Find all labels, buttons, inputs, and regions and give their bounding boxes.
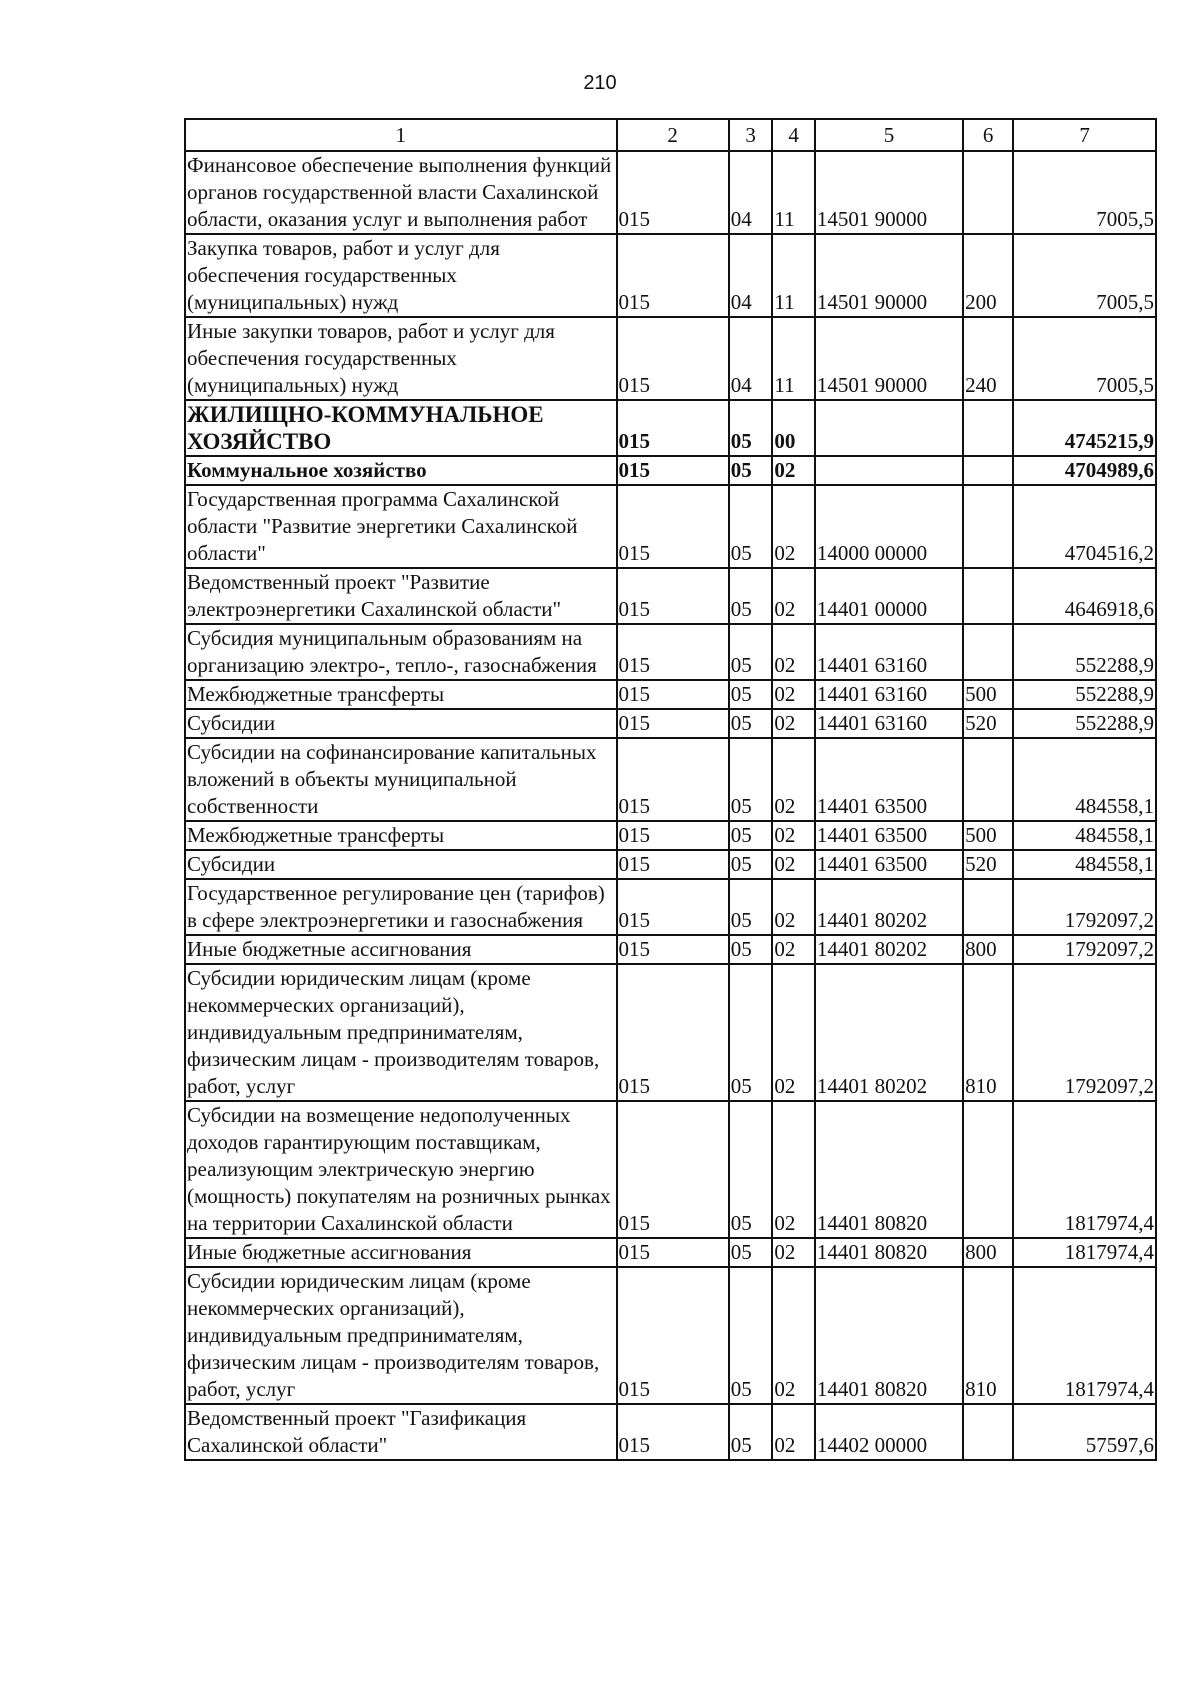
admin-code-cell: 015 (617, 1238, 729, 1267)
amount-cell: 1792097,2 (1013, 879, 1156, 935)
row-name-cell: Межбюджетные трансферты (185, 821, 617, 850)
subsection-code-cell: 02 (772, 485, 815, 568)
subsection-code-cell: 02 (772, 738, 815, 821)
subsection-code-cell: 02 (772, 964, 815, 1101)
header-row (185, 119, 1156, 151)
expense-type-code-cell: 810 (963, 964, 1013, 1101)
subsection-code-cell: 02 (772, 624, 815, 680)
section-code-cell: 05 (729, 456, 773, 485)
section-code-cell: 05 (729, 1404, 773, 1460)
admin-code-cell: 015 (617, 456, 729, 485)
row-name-cell: Ведомственный проект "Развитие электроэнергетики Сахалинской области" (185, 568, 617, 624)
section-code-cell: 05 (729, 624, 773, 680)
target-article-code-cell: 14401 63160 (815, 680, 963, 709)
row-name-cell: Субсидия муниципальным образованиям на организацию электро-, тепло-, газоснабжения (185, 624, 617, 680)
admin-code-cell: 015 (617, 485, 729, 568)
expense-type-code-cell: 810 (963, 1267, 1013, 1404)
table-row (185, 1238, 1156, 1267)
target-article-code-cell: 14501 90000 (815, 151, 963, 234)
amount-cell: 1817974,4 (1013, 1101, 1156, 1238)
admin-code-cell: 015 (617, 624, 729, 680)
admin-code-cell: 015 (617, 234, 729, 317)
section-code-cell: 05 (729, 850, 773, 879)
target-article-code-cell: 14501 90000 (815, 234, 963, 317)
amount-cell: 484558,1 (1013, 821, 1156, 850)
admin-code-cell: 015 (617, 317, 729, 400)
row-name-cell: Субсидии (185, 850, 617, 879)
subsection-code-cell: 00 (772, 400, 815, 456)
header-cell: 7 (1013, 119, 1156, 151)
header-cell: 3 (729, 119, 773, 151)
target-article-code-cell (815, 400, 963, 456)
amount-cell: 4704516,2 (1013, 485, 1156, 568)
target-article-code-cell: 14401 80820 (815, 1101, 963, 1238)
target-article-code-cell: 14402 00000 (815, 1404, 963, 1460)
table-row (185, 1267, 1156, 1404)
amount-cell: 7005,5 (1013, 151, 1156, 234)
row-name-cell: Закупка товаров, работ и услуг для обеспечения государственных (муниципальных) нужд (185, 234, 617, 317)
section-code-cell: 05 (729, 964, 773, 1101)
admin-code-cell: 015 (617, 709, 729, 738)
table-row (185, 456, 1156, 485)
target-article-code-cell: 14000 00000 (815, 485, 963, 568)
admin-code-cell: 015 (617, 1404, 729, 1460)
subsection-code-cell: 02 (772, 1101, 815, 1238)
target-article-code-cell: 14401 80820 (815, 1238, 963, 1267)
subsection-code-cell: 02 (772, 1238, 815, 1267)
amount-cell: 1817974,4 (1013, 1267, 1156, 1404)
expense-type-code-cell (963, 456, 1013, 485)
table-row (185, 568, 1156, 624)
admin-code-cell: 015 (617, 568, 729, 624)
header-cell: 5 (815, 119, 963, 151)
row-name-cell: Межбюджетные трансферты (185, 680, 617, 709)
row-name-cell: Субсидии на возмещение недополученных доходов гарантирующим поставщикам, реализующим электрическую энергию (мощность) покупателям на розничных рынках на территории Сахалинской области (185, 1101, 617, 1238)
subsection-code-cell: 02 (772, 935, 815, 964)
section-code-cell: 05 (729, 568, 773, 624)
amount-cell: 484558,1 (1013, 850, 1156, 879)
table-row (185, 1101, 1156, 1238)
expense-type-code-cell: 520 (963, 709, 1013, 738)
subsection-code-cell: 02 (772, 456, 815, 485)
subsection-code-cell: 11 (772, 317, 815, 400)
header-cell: 2 (617, 119, 729, 151)
target-article-code-cell: 14401 63160 (815, 709, 963, 738)
table-row (185, 317, 1156, 400)
row-name-cell: Финансовое обеспечение выполнения функций органов государственной власти Сахалинской области, оказания услуг и выполнения работ (185, 151, 617, 234)
admin-code-cell: 015 (617, 400, 729, 456)
expense-type-code-cell (963, 400, 1013, 456)
section-code-cell: 05 (729, 1101, 773, 1238)
section-code-cell: 05 (729, 400, 773, 456)
section-code-cell: 04 (729, 234, 773, 317)
table-row (185, 485, 1156, 568)
table-row (185, 680, 1156, 709)
amount-cell: 484558,1 (1013, 738, 1156, 821)
expense-type-code-cell (963, 1404, 1013, 1460)
subsection-code-cell: 11 (772, 234, 815, 317)
target-article-code-cell: 14401 00000 (815, 568, 963, 624)
expense-type-code-cell (963, 738, 1013, 821)
section-code-cell: 05 (729, 879, 773, 935)
row-name-cell: Субсидии на софинансирование капитальных вложений в объекты муниципальной собственности (185, 738, 617, 821)
budget-table (184, 118, 1157, 1461)
expense-type-code-cell (963, 879, 1013, 935)
admin-code-cell: 015 (617, 680, 729, 709)
section-code-cell: 05 (729, 1238, 773, 1267)
header-cell: 4 (772, 119, 815, 151)
subsection-code-cell: 02 (772, 1404, 815, 1460)
amount-cell: 1792097,2 (1013, 935, 1156, 964)
table-row (185, 935, 1156, 964)
admin-code-cell: 015 (617, 850, 729, 879)
section-code-cell: 05 (729, 680, 773, 709)
admin-code-cell: 015 (617, 964, 729, 1101)
table-row (185, 151, 1156, 234)
target-article-code-cell: 14401 80820 (815, 1267, 963, 1404)
subsection-code-cell: 02 (772, 821, 815, 850)
admin-code-cell: 015 (617, 151, 729, 234)
subsection-code-cell: 02 (772, 568, 815, 624)
amount-cell: 552288,9 (1013, 680, 1156, 709)
row-name-cell: Коммунальное хозяйство (185, 456, 617, 485)
table-row (185, 821, 1156, 850)
admin-code-cell: 015 (617, 1267, 729, 1404)
expense-type-code-cell: 520 (963, 850, 1013, 879)
row-name-cell: Субсидии (185, 709, 617, 738)
subsection-code-cell: 02 (772, 1267, 815, 1404)
admin-code-cell: 015 (617, 738, 729, 821)
page-number: 210 (583, 72, 617, 94)
header-cell: 1 (185, 119, 617, 151)
target-article-code-cell (815, 456, 963, 485)
target-article-code-cell: 14401 63160 (815, 624, 963, 680)
amount-cell: 552288,9 (1013, 709, 1156, 738)
admin-code-cell: 015 (617, 821, 729, 850)
target-article-code-cell: 14401 63500 (815, 738, 963, 821)
table-row (185, 234, 1156, 317)
expense-type-code-cell: 200 (963, 234, 1013, 317)
amount-cell: 1792097,2 (1013, 964, 1156, 1101)
target-article-code-cell: 14401 63500 (815, 850, 963, 879)
table-row (185, 738, 1156, 821)
row-name-cell: ЖИЛИЩНО-КОММУНАЛЬНОЕ ХОЗЯЙСТВО (185, 400, 617, 456)
amount-cell: 57597,6 (1013, 1404, 1156, 1460)
subsection-code-cell: 02 (772, 709, 815, 738)
expense-type-code-cell (963, 568, 1013, 624)
admin-code-cell: 015 (617, 935, 729, 964)
table-row (185, 624, 1156, 680)
table-row (185, 1404, 1156, 1460)
admin-code-cell: 015 (617, 879, 729, 935)
amount-cell: 4646918,6 (1013, 568, 1156, 624)
row-name-cell: Субсидии юридическим лицам (кроме некоммерческих организаций), индивидуальным предпринимателям, физическим лицам - производителям товаров, работ, услуг (185, 964, 617, 1101)
table-row (185, 400, 1156, 456)
subsection-code-cell: 02 (772, 879, 815, 935)
section-code-cell: 05 (729, 485, 773, 568)
row-name-cell: Ведомственный проект "Газификация Сахалинской области" (185, 1404, 617, 1460)
expense-type-code-cell (963, 1101, 1013, 1238)
expense-type-code-cell (963, 151, 1013, 234)
table-row (185, 709, 1156, 738)
amount-cell: 7005,5 (1013, 317, 1156, 400)
section-code-cell: 05 (729, 1267, 773, 1404)
target-article-code-cell: 14401 80202 (815, 879, 963, 935)
expense-type-code-cell: 240 (963, 317, 1013, 400)
expense-type-code-cell: 800 (963, 935, 1013, 964)
amount-cell: 1817974,4 (1013, 1238, 1156, 1267)
section-code-cell: 04 (729, 151, 773, 234)
header-cell: 6 (963, 119, 1013, 151)
row-name-cell: Иные бюджетные ассигнования (185, 1238, 617, 1267)
target-article-code-cell: 14501 90000 (815, 317, 963, 400)
expense-type-code-cell: 500 (963, 680, 1013, 709)
amount-cell: 552288,9 (1013, 624, 1156, 680)
row-name-cell: Иные бюджетные ассигнования (185, 935, 617, 964)
expense-type-code-cell (963, 485, 1013, 568)
target-article-code-cell: 14401 80202 (815, 935, 963, 964)
table-row (185, 879, 1156, 935)
expense-type-code-cell (963, 624, 1013, 680)
row-name-cell: Государственная программа Сахалинской области "Развитие энергетики Сахалинской области" (185, 485, 617, 568)
subsection-code-cell: 02 (772, 850, 815, 879)
amount-cell: 4745215,9 (1013, 400, 1156, 456)
expense-type-code-cell: 500 (963, 821, 1013, 850)
row-name-cell: Субсидии юридическим лицам (кроме некоммерческих организаций), индивидуальным предпринимателям, физическим лицам - производителям товаров, работ, услуг (185, 1267, 617, 1404)
section-code-cell: 05 (729, 935, 773, 964)
table-row (185, 850, 1156, 879)
table-row (185, 964, 1156, 1101)
admin-code-cell: 015 (617, 1101, 729, 1238)
section-code-cell: 05 (729, 709, 773, 738)
subsection-code-cell: 11 (772, 151, 815, 234)
row-name-cell: Иные закупки товаров, работ и услуг для обеспечения государственных (муниципальных) нужд (185, 317, 617, 400)
section-code-cell: 04 (729, 317, 773, 400)
expense-type-code-cell: 800 (963, 1238, 1013, 1267)
amount-cell: 4704989,6 (1013, 456, 1156, 485)
target-article-code-cell: 14401 63500 (815, 821, 963, 850)
section-code-cell: 05 (729, 821, 773, 850)
amount-cell: 7005,5 (1013, 234, 1156, 317)
target-article-code-cell: 14401 80202 (815, 964, 963, 1101)
section-code-cell: 05 (729, 738, 773, 821)
row-name-cell: Государственное регулирование цен (тарифов) в сфере электроэнергетики и газоснабжения (185, 879, 617, 935)
subsection-code-cell: 02 (772, 680, 815, 709)
table-body (185, 151, 1156, 1460)
